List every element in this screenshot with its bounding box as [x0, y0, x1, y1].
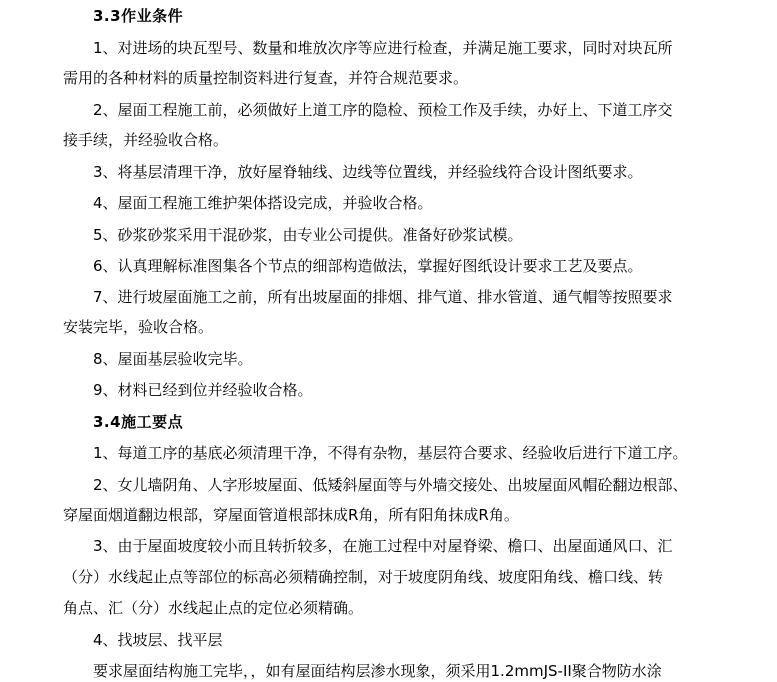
section-heading-construction-points: 3.4施工要点 — [93, 413, 184, 431]
paragraph-line: 需用的各种材料的质量控制资料进行复查，并符合规范要求。 — [63, 69, 469, 87]
section-heading-work-conditions: 3.3作业条件 — [93, 7, 184, 25]
paragraph-line: 2、女儿墙阴角、人字形坡屋面、低矮斜屋面等与外墙交接处、出坡屋面风帽砼翻边根部、 — [93, 476, 688, 494]
paragraph-line: 5、砂浆砂浆采用干混砂浆，由专业公司提供。准备好砂浆试模。 — [93, 226, 523, 244]
paragraph-line: 1、每道工序的基底必须清理干净，不得有杂物，基层符合要求、经验收后进行下道工序。 — [93, 444, 688, 462]
paragraph-line: 7、进行坡屋面施工之前，所有出坡屋面的排烟、排气道、排水管道、通气帽等按照要求 — [93, 288, 673, 306]
paragraph-line: 穿屋面烟道翻边根部，穿屋面管道根部抹成R角，所有阳角抹成R角。 — [63, 506, 519, 524]
paragraph-line: 2、屋面工程施工前，必须做好上道工序的隐检、预检工作及手续，办好上、下道工序交 — [93, 101, 673, 119]
paragraph-line: 要求屋面结构施工完毕，，如有屋面结构层渗水现象，须采用1.2mmJS-II聚合物防水涂 — [93, 662, 662, 680]
paragraph-line: 4、找坡层、找平层 — [93, 631, 223, 649]
paragraph-line: 1、对进场的块瓦型号、数量和堆放次序等应进行检查，并满足施工要求，同时对块瓦所 — [93, 39, 673, 57]
paragraph-line: 安装完毕，验收合格。 — [63, 318, 214, 336]
paragraph-line: 3、由于屋面坡度较小而且转折较多，在施工过程中对屋脊梁、檐口、出屋面通风口、汇 — [93, 537, 673, 555]
paragraph-line: 3、将基层清理干净，放好屋脊轴线、边线等位置线，并经验线符合设计图纸要求。 — [93, 163, 643, 181]
paragraph-line: 8、屋面基层验收完毕。 — [93, 350, 253, 368]
paragraph-line: 接手续，并经验收合格。 — [63, 131, 229, 149]
paragraph-line: 9、材料已经到位并经验收合格。 — [93, 381, 313, 399]
paragraph-line: 4、屋面工程施工维护架体搭设完成，并验收合格。 — [93, 194, 433, 212]
paragraph-line: 角点、汇（分）水线起止点的定位必须精确。 — [63, 599, 364, 617]
paragraph-line: 6、认真理解标准图集各个节点的细部构造做法，掌握好图纸设计要求工艺及要点。 — [93, 257, 643, 275]
paragraph-line: （分）水线起止点等部位的标高必须精确控制，对于坡度阴角线、坡度阳角线、檐口线、转 — [63, 568, 664, 586]
